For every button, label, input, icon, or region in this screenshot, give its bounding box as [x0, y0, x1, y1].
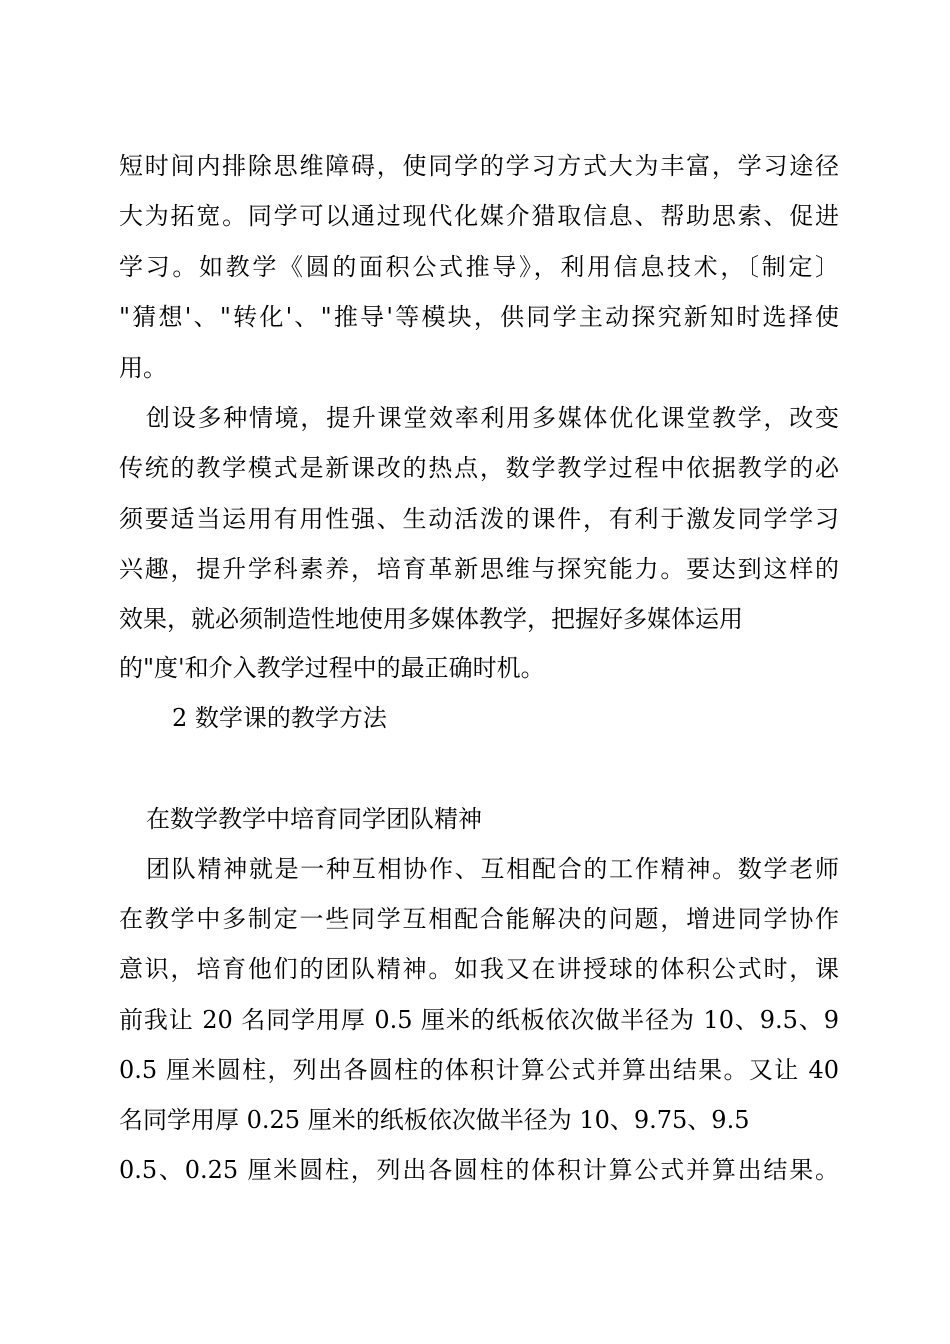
paragraph-line: 名同学用厚 0.25 厘米的纸板依次做半径为 10、9.75、9.5: [119, 1106, 750, 1134]
paragraph-line: 团队精神就是一种互相协作、互相配合的工作精神。数学老师: [146, 855, 839, 883]
paragraph-line: 意识，培育他们的团队精神。如我又在讲授球的体积公式时，课: [119, 955, 839, 983]
paragraph-line: 大为拓宽。同学可以通过现代化媒介猎取信息、帮助思索、促进: [119, 202, 839, 230]
paragraph-line: 0.5、0.25 厘米圆柱，列出各圆柱的体积计算公式并算出结果。: [119, 1156, 839, 1184]
paragraph-line: 在教学中多制定一些同学互相配合能解决的问题，增进同学协作: [119, 905, 839, 933]
paragraph-line: 前我让 20 名同学用厚 0.5 厘米的纸板依次做半径为 10、9.5、9: [119, 1006, 839, 1034]
paragraph-line: "猜想'、"转化'、"推导'等模块，供同学主动探究新知时选择使: [119, 303, 839, 331]
paragraph-line: 兴趣，提升学科素养，培育革新思维与探究能力。要达到这样的: [119, 555, 839, 583]
paragraph-line: 学习。如教学《圆的面积公式推导》，利用信息技术，〔制定〕: [119, 253, 839, 281]
paragraph-line: 短时间内排除思维障碍，使同学的学习方式大为丰富，学习途径: [119, 152, 839, 180]
paragraph-line: 的"度'和介入教学过程中的最正确时机。: [119, 654, 545, 682]
paragraph-line: 创设多种情境，提升课堂效率利用多媒体优化课堂教学，改变: [146, 404, 839, 432]
paragraph-line: 用。: [119, 354, 167, 382]
subsection-heading: 在数学教学中培育同学团队精神: [146, 805, 482, 833]
section-heading: 2 数学课的教学方法: [172, 704, 387, 732]
paragraph-line: 效果，就必须制造性地使用多媒体教学，把握好多媒体运用: [119, 605, 743, 633]
paragraph-line: 0.5 厘米圆柱，列出各圆柱的体积计算公式并算出结果。又让 40: [119, 1056, 839, 1084]
paragraph-line: 须要适当运用有用性强、生动活泼的课件，有利于激发同学学习: [119, 505, 839, 533]
paragraph-line: 传统的教学模式是新课改的热点，数学教学过程中依据教学的必: [119, 454, 839, 482]
